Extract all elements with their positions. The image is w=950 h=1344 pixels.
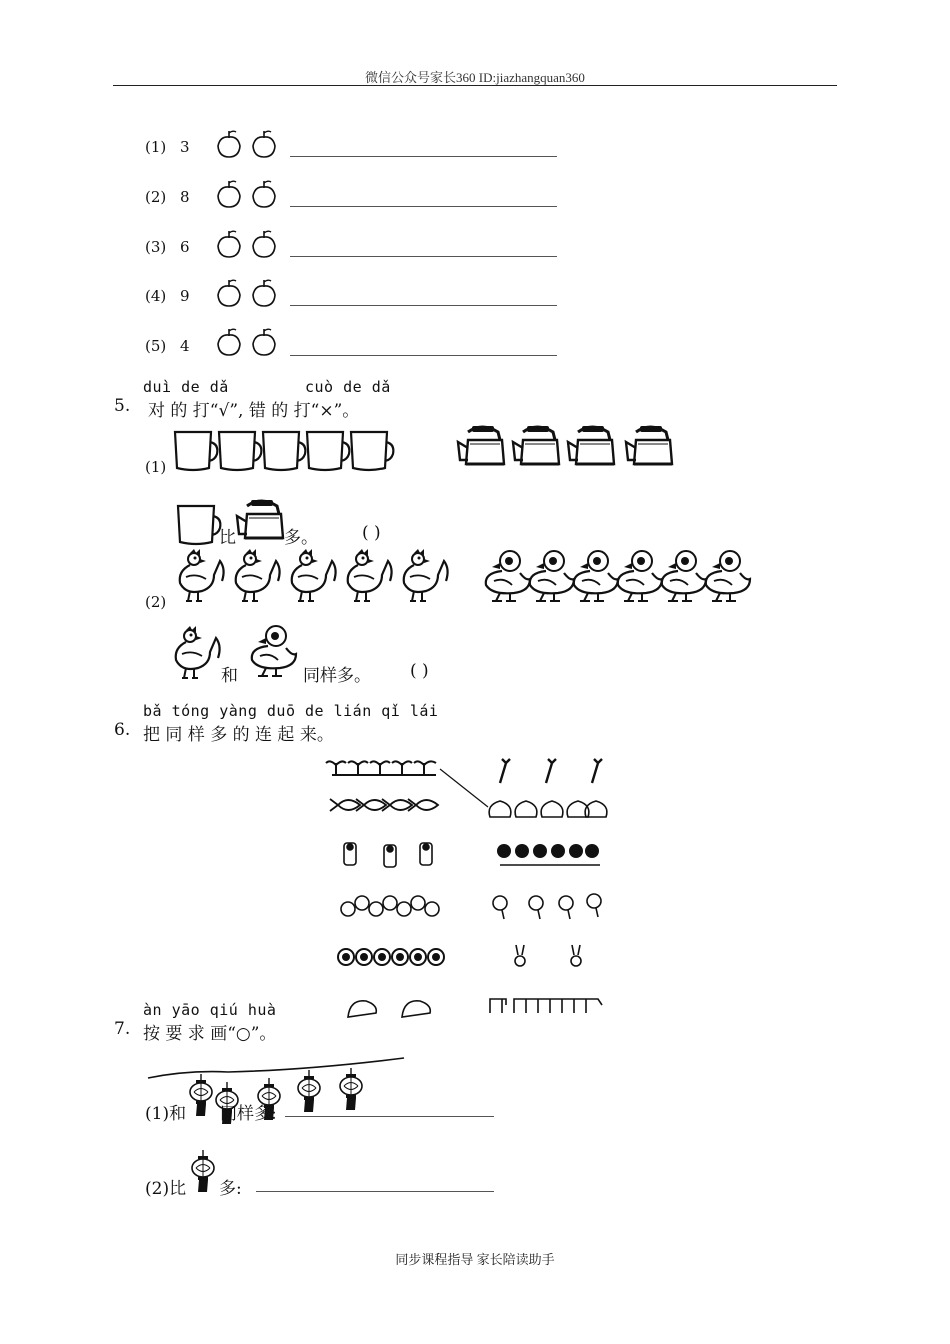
question-number: 7. (114, 1019, 131, 1039)
item-label: (1)和 (145, 1104, 187, 1124)
apple-icon (218, 282, 280, 308)
item-label: (2) (145, 188, 167, 206)
answer-blank[interactable] (290, 305, 557, 306)
item-number: 3 (180, 138, 190, 156)
flag-icon (490, 999, 602, 1013)
lantern-icon (190, 1074, 212, 1116)
statement-suffix: 多: (219, 1179, 242, 1199)
item-label: (2) (145, 593, 167, 611)
answer-blank[interactable] (256, 1191, 494, 1192)
pinyin: cuò de dǎ (305, 378, 391, 396)
item-label: (1) (145, 138, 167, 156)
apple-icon (218, 233, 280, 259)
matching-picture (330, 755, 610, 1020)
connecting-line (440, 769, 488, 807)
answer-blank[interactable] (290, 256, 557, 257)
lantern-icon (192, 1152, 218, 1192)
page-header: 微信公众号家长360 ID:jiazhangquan360 (365, 70, 585, 85)
carrot-icon (500, 759, 602, 783)
item-number: 9 (180, 287, 190, 305)
apple-icon (218, 133, 280, 159)
statement-suffix: 同样多: (220, 1104, 277, 1124)
fish-icon (330, 799, 438, 811)
header-divider (113, 85, 837, 86)
answer-blank[interactable] (290, 156, 557, 157)
cup-icon (173, 430, 398, 474)
item-label: (1) (145, 458, 167, 476)
lantern-icon (298, 1070, 320, 1112)
item-number: 4 (180, 337, 190, 355)
ball-icon (338, 949, 444, 965)
statement-suffix: 同样多。 (303, 666, 371, 686)
and-text: 和 (221, 666, 238, 686)
answer-blank[interactable] (290, 206, 557, 207)
question-number: 6. (114, 720, 131, 740)
pinyin: duì de dǎ (143, 378, 229, 396)
apple-icon (218, 331, 280, 357)
lantern-string-picture (148, 1058, 408, 1122)
question-title: 按 要 求 画“○”。 (143, 1024, 277, 1044)
peach-icon (489, 801, 607, 817)
item-number: 6 (180, 238, 190, 256)
question-number: 5. (114, 396, 131, 416)
rooster-icon (176, 549, 446, 605)
item-label: (4) (145, 287, 167, 305)
answer-parentheses[interactable]: ( ) (410, 661, 429, 681)
pinyin: bǎ tóng yàng duō de lián qǐ lái (143, 702, 439, 720)
answer-blank[interactable] (285, 1116, 494, 1117)
item-label: (3) (145, 238, 167, 256)
page-footer: 同步课程指导 家长陪读助手 (395, 1252, 555, 1267)
statement-suffix: 多。 (284, 528, 318, 548)
lantern-icon (340, 1068, 362, 1110)
apple-icon (218, 183, 280, 209)
seedling-icon (326, 761, 436, 775)
flower-icon (497, 844, 600, 865)
duck-icon (246, 626, 298, 678)
rooster-icon (172, 626, 222, 682)
doll-icon (344, 843, 432, 867)
question-title: 把 同 样 多 的 连 起 来。 (143, 725, 334, 745)
item-label: (5) (145, 337, 167, 355)
duck-icon (480, 551, 745, 603)
compare-text: 比 (219, 528, 236, 548)
answer-blank[interactable] (290, 355, 557, 356)
pinyin: àn yāo qiú huà (143, 1001, 277, 1019)
item-label: (2)比 (145, 1179, 187, 1199)
radish-icon (515, 945, 581, 966)
answer-parentheses[interactable]: ( ) (362, 523, 381, 543)
orange-icon (341, 896, 439, 916)
cap-icon (348, 1001, 430, 1017)
kettle-icon (462, 426, 677, 472)
lollipop-icon (493, 894, 601, 919)
question-title: 对 的 打“√”, 错 的 打“×”。 (148, 401, 360, 421)
item-number: 8 (180, 188, 190, 206)
